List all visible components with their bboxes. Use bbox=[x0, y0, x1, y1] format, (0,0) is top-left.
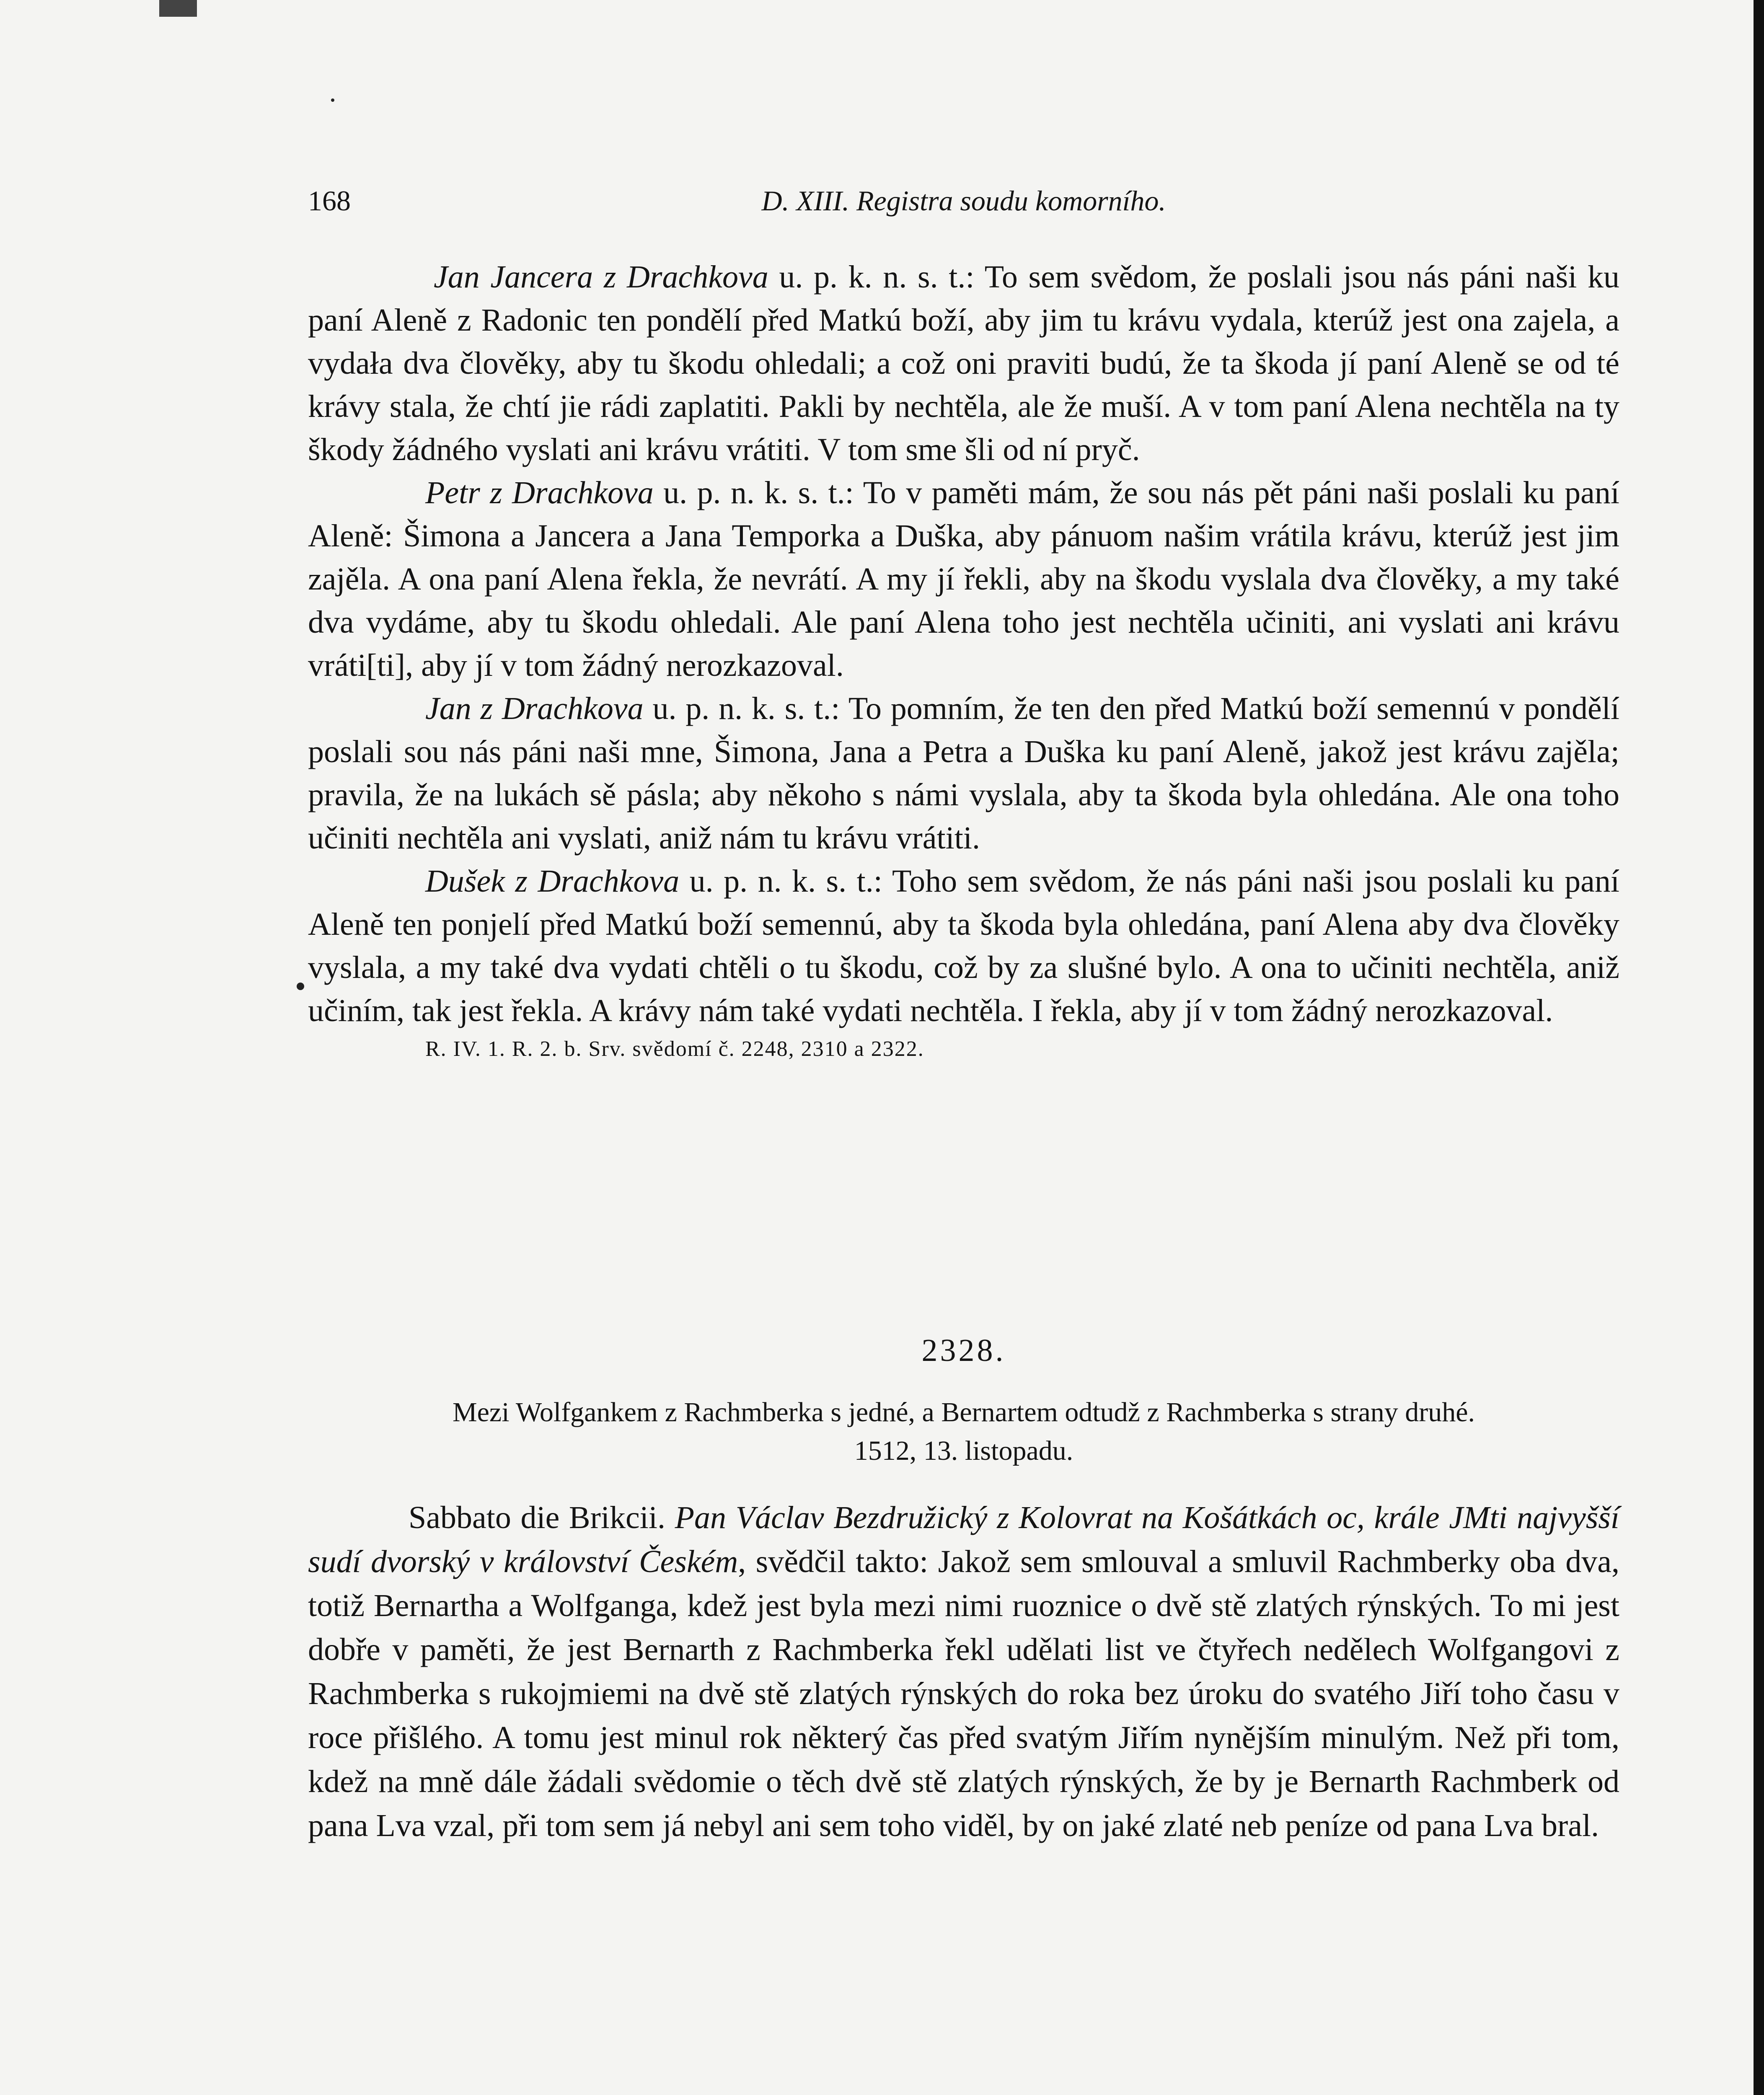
testimony-paragraph bbox=[308, 860, 1619, 1032]
document-number: 2328. bbox=[921, 1333, 1006, 1368]
page-header bbox=[308, 176, 1619, 226]
witness-name: Pan Václav Bezdružický z Kolovrat na Košátkách oc, krále JMti najvyšší sudí dvorský v království Českém bbox=[308, 1500, 1619, 1579]
section-label: D. XIII. bbox=[761, 185, 850, 217]
register-title: Registra soudu komorního. bbox=[856, 185, 1166, 217]
summary-date: 1512, 13. listopadu. bbox=[854, 1435, 1073, 1466]
testimony-text: u. p. n. k. s. t.: To pomním, že ten den před Matkú boží semennú v pondělí poslali sou nás páni naši mne, Šimona, Jana a Petra a Duška ku paní Aleně, jakož jest krávu zajěla; pravila, že na lukách sě pásla; aby někoho s námi vyslala, aby ta škoda byla ohledána. Ale ona toho učiniti nechtěla ani vyslati, aniž nám tu krávu vrátiti. bbox=[308, 691, 1620, 856]
scan-edge bbox=[1754, 0, 1764, 2095]
document-intro: Sabbato die Brikcii. bbox=[409, 1500, 675, 1535]
running-title bbox=[308, 184, 1619, 217]
source-citation: R. IV. 1. R. 2. b. Srv. svědomí č. 2248, 2310 a 2322. bbox=[425, 1037, 924, 1061]
witness-name: Dušek z Drachkova bbox=[425, 864, 680, 899]
witness-name: Jan Jancera z Drachkova bbox=[434, 259, 768, 295]
scan-speck bbox=[331, 98, 334, 102]
document-summary bbox=[308, 1393, 1619, 1470]
scan-edge-mark bbox=[159, 0, 197, 17]
witness-name: Jan z Drachkova bbox=[425, 691, 644, 726]
witness-name: Petr z Drachkova bbox=[425, 475, 654, 510]
summary-parties: Mezi Wolfgankem z Rachmberka s jedné, a Bernartem odtudž z Rachmberka s strany druhé. bbox=[452, 1397, 1475, 1428]
page-number: 168 bbox=[308, 185, 351, 217]
document-body bbox=[308, 1496, 1619, 1848]
testimony-paragraph bbox=[308, 471, 1619, 687]
testimony-paragraph bbox=[308, 687, 1619, 860]
document-text: , svědčil takto: Jakož sem smlouval a smluvil Rachmberky oba dva, totiž Bernartha a Wolfganga, kdež jest byla mezi nimi ruoznice o dvě stě zlatých rýnských. To mi jest dobře v paměti, že jest Bernarth z Rachmberka řekl udělati list ve čtyřech nedělech Wolfgangovi z Rachmberka s rukojmiemi na dvě stě zlatých rýnských do roka bez úroku do svatého Jiří toho času v roce přišlého. A tomu jest minul rok některý čas před svatým Jiřím nynějším minulým. Než při tom, kdež na mně dále žádali svědomie o těch dvě stě zlatých rýnských, že by je Bernarth Rachmberk od pana Lva vzal, při tom sem já nebyl ani sem toho viděl, by on jaké zlaté neb peníze od pana Lva bral. bbox=[308, 1544, 1619, 1843]
document-paragraph bbox=[308, 1496, 1619, 1848]
scan-speck bbox=[297, 983, 304, 990]
testimony-paragraph bbox=[308, 256, 1619, 471]
testimonies-block bbox=[308, 256, 1619, 1066]
testimony-text: u. p. k. n. s. t.: To sem svědom, že poslali jsou nás páni naši ku paní Aleně z Radonic ten pondělí před Matkú boží, aby jim tu krávu vydala, kterúž jest ona zajela, a vydała dva člověky, aby tu škodu ohledali; a což oni praviti budú, že ta škoda jí paní Aleně se od té krávy stala, že chtí jie rádi zaplatiti. Pakli by nechtěla, ale že muší. A v tom paní Alena nechtěla na ty škody žádného vyslati ani krávu vrátiti. V tom sme šli od ní pryč. bbox=[308, 259, 1619, 467]
testimony-text: u. p. n. k. s. t.: Toho sem svědom, že nás páni naši jsou poslali ku paní Aleně ten ponjelí před Matkú boží semennú, aby ta škoda byla ohledána, paní Alena aby dva člověky vyslala, a my také dva vydati chtěli o tu škodu, což by za slušné bylo. A ona to učiniti nechtěla, aniž učiním, tak jest řekla. A krávy nám také vydati nechtěla. I řekla, aby jí v tom žádný nerozkazoval. bbox=[308, 864, 1619, 1028]
testimony-text: u. p. n. k. s. t.: To v paměti mám, že sou nás pět páni naši poslali ku paní Aleně: Šimona a Jancera a Jana Temporka a Duška, aby pánuom našim vrátila krávu, kterúž jest jim zajěla. A ona paní Alena řekla, že nevrátí. A my jí řekli, aby na škodu vyslala dva člověky, a my také dva vydáme, aby tu škodu ohledali. Ale paní Alena toho jest nechtěla učiniti, ani vyslati ani krávu vráti[ti], aby jí v tom žádný nerozkazoval. bbox=[308, 475, 1619, 683]
